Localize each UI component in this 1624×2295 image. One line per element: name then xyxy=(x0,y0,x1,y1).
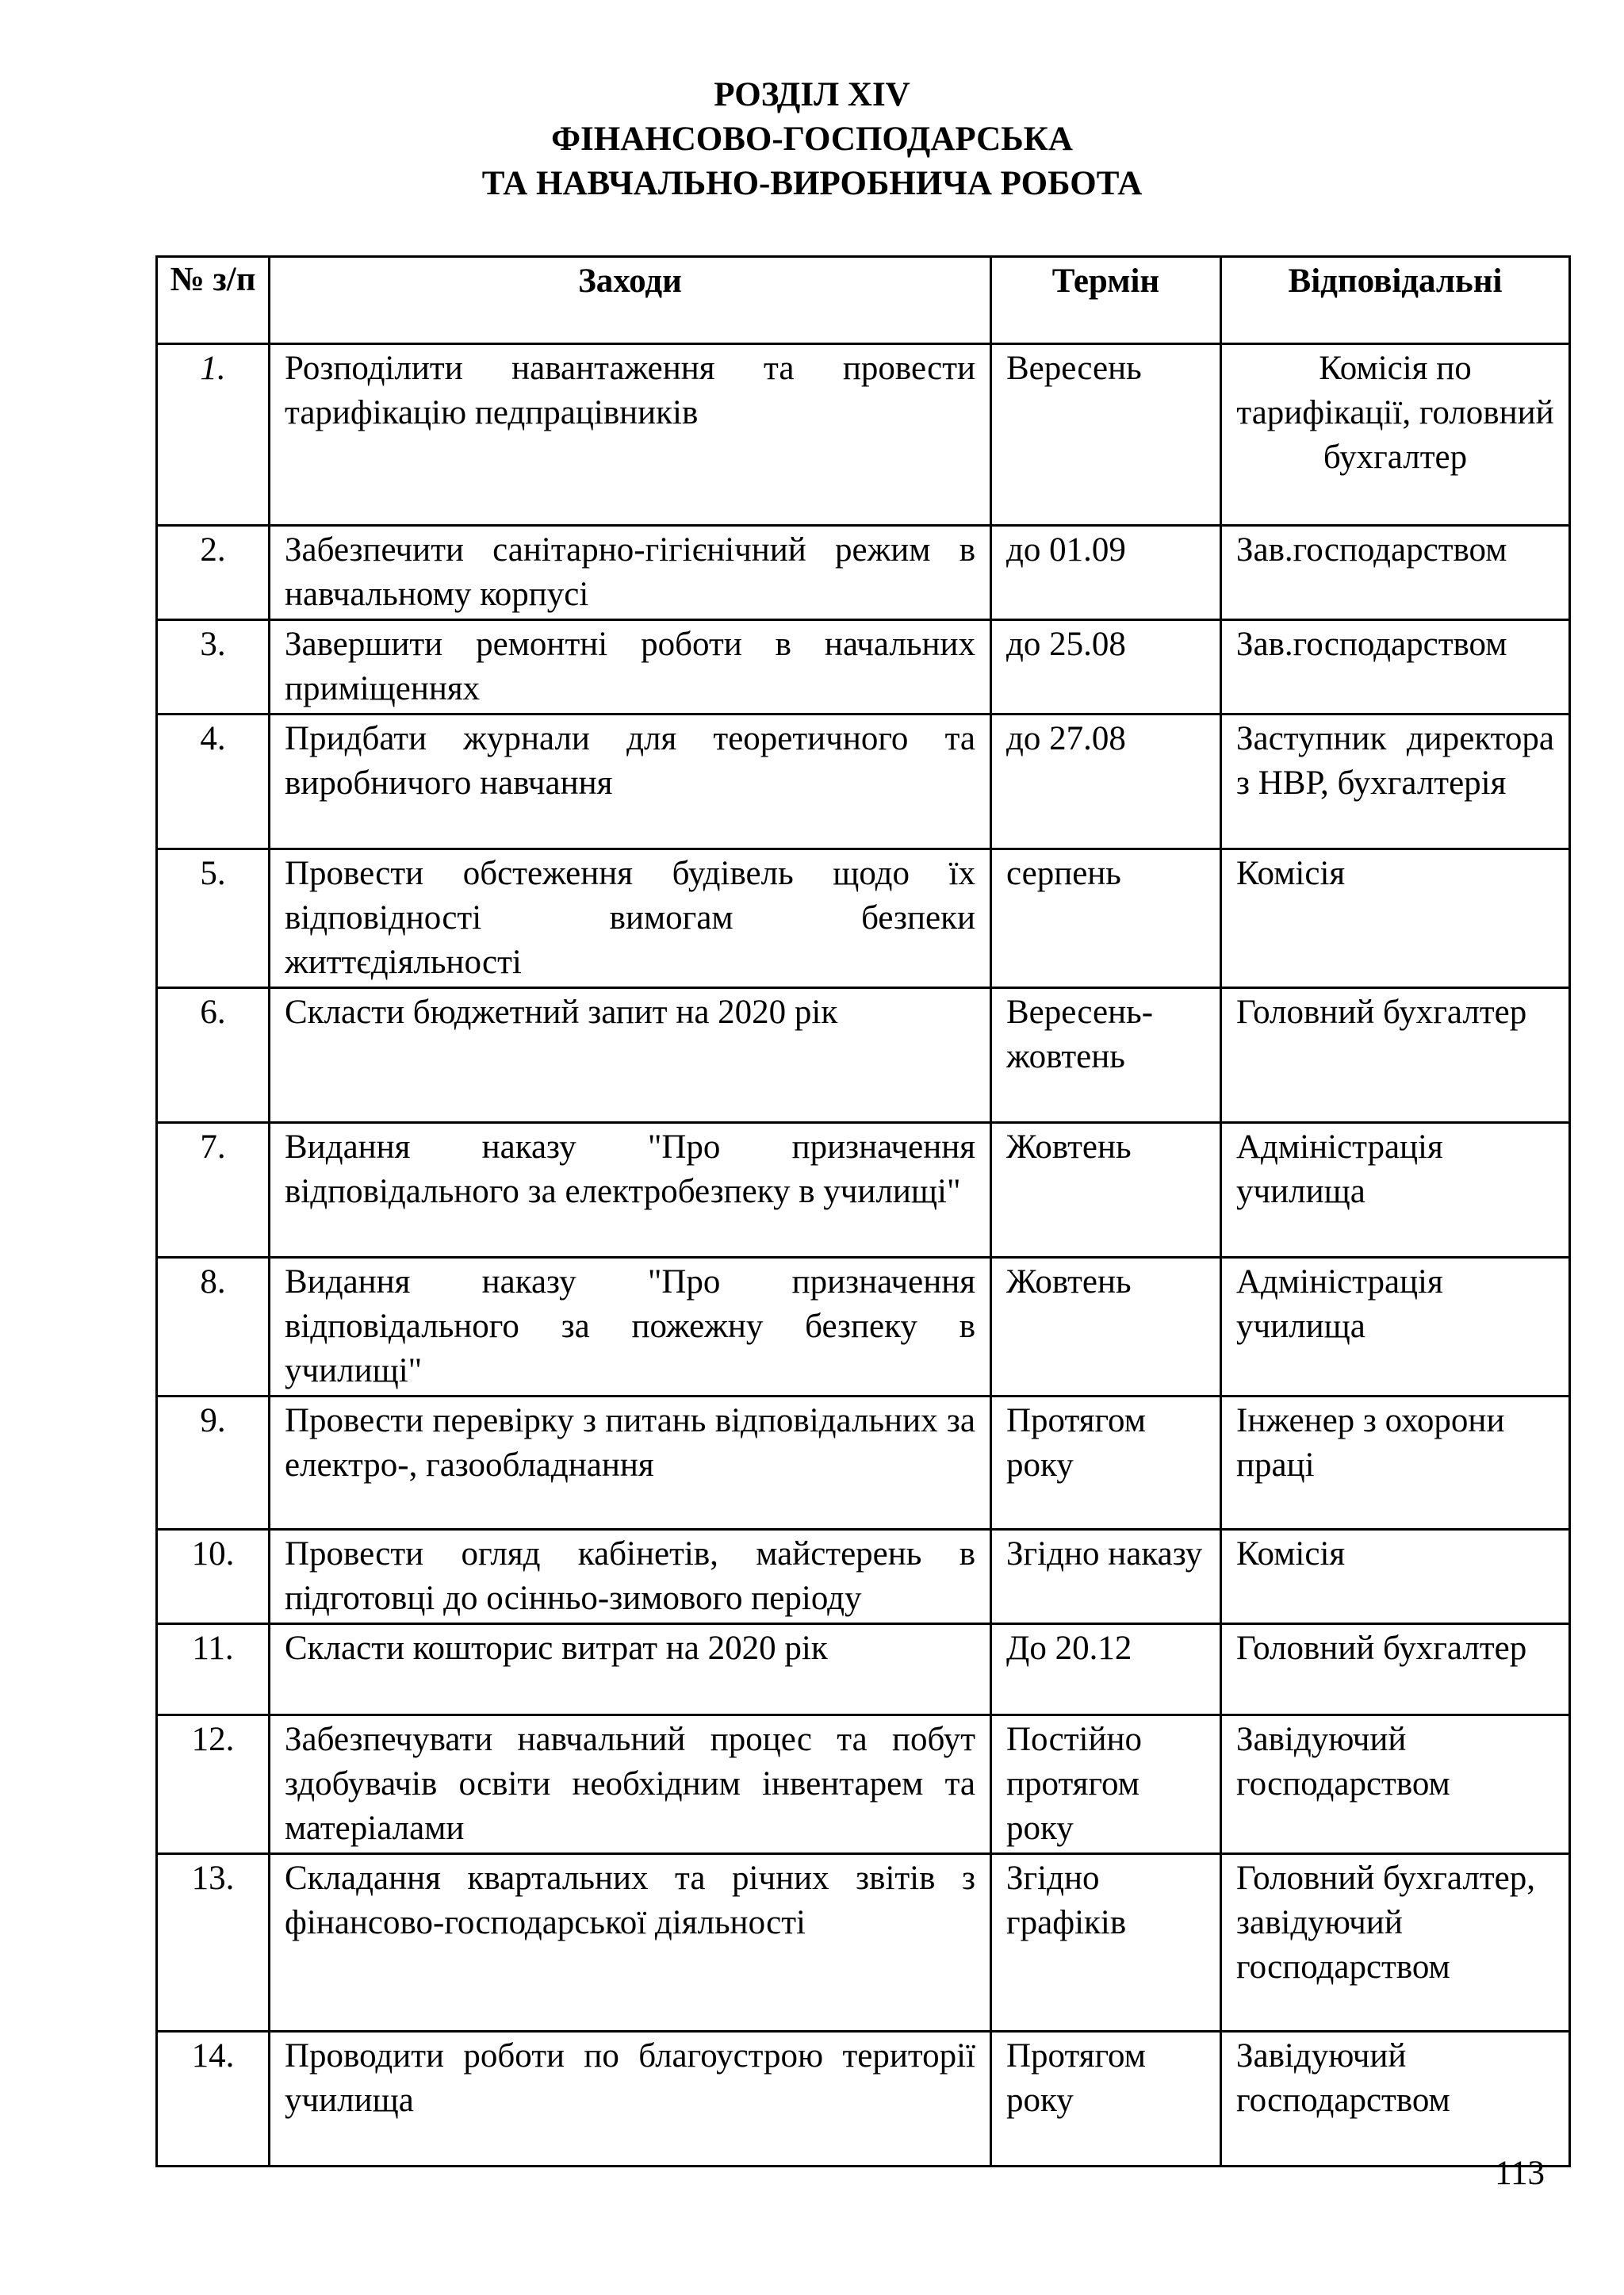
header-responsible: Відповідальні xyxy=(1221,257,1570,344)
row-term: Жовтень xyxy=(991,1123,1221,1258)
row-term: Протягом року xyxy=(991,2032,1221,2167)
table-row xyxy=(157,715,1570,849)
row-responsible: Завідуючий господарством xyxy=(1221,2032,1570,2167)
table-row xyxy=(157,1854,1570,2032)
table-row xyxy=(157,1123,1570,1258)
row-task: Провести огляд кабінетів, майстерень в підготовці до осінньо-зимового періоду xyxy=(270,1530,991,1624)
table-row xyxy=(157,849,1570,988)
row-number: 1. xyxy=(157,344,270,526)
row-number: 14. xyxy=(157,2032,270,2167)
row-task: Розподілити навантаження та провести тарифікацію педпрацівників xyxy=(270,344,991,526)
row-term: До 20.12 xyxy=(991,1624,1221,1715)
row-task: Забезпечувати навчальний процес та побут здобувачів освіти необхідним інвентарем та матеріалами xyxy=(270,1715,991,1854)
row-term: Жовтень xyxy=(991,1258,1221,1397)
header-measures: Заходи xyxy=(270,257,991,344)
header-number: № з/п xyxy=(157,257,270,344)
row-term: до 01.09 xyxy=(991,526,1221,620)
row-number: 6. xyxy=(157,988,270,1123)
table-row xyxy=(157,526,1570,620)
row-task: Проводити роботи по благоустрою території училища xyxy=(270,2032,991,2167)
row-number: 11. xyxy=(157,1624,270,1715)
table-row xyxy=(157,344,1570,526)
row-responsible: Комісія xyxy=(1221,849,1570,988)
row-responsible: Головний бухгалтер xyxy=(1221,1624,1570,1715)
activities-table xyxy=(155,255,1571,2167)
row-number: 12. xyxy=(157,1715,270,1854)
row-term: Постійно протягом року xyxy=(991,1715,1221,1854)
section-heading xyxy=(0,73,1624,206)
row-number: 3. xyxy=(157,620,270,715)
row-task: Видання наказу "Про призначення відповідального за електробезпеку в училищі" xyxy=(270,1123,991,1258)
row-term: Протягом року xyxy=(991,1397,1221,1530)
row-responsible: Зав.господарством xyxy=(1221,526,1570,620)
row-responsible: Завідуючий господарством xyxy=(1221,1715,1570,1854)
row-task: Придбати журнали для теоретичного та виробничого навчання xyxy=(270,715,991,849)
row-number: 7. xyxy=(157,1123,270,1258)
row-task: Складання квартальних та річних звітів з фінансово-господарської діяльності xyxy=(270,1854,991,2032)
table-header-row xyxy=(157,257,1570,344)
table-row xyxy=(157,988,1570,1123)
row-responsible: Комісія по тарифікації, головний бухгалтер xyxy=(1221,344,1570,526)
row-term: Вересень-жовтень xyxy=(991,988,1221,1123)
row-number: 10. xyxy=(157,1530,270,1624)
row-number: 4. xyxy=(157,715,270,849)
table-row xyxy=(157,1715,1570,1854)
row-task: Скласти бюджетний запит на 2020 рік xyxy=(270,988,991,1123)
table-row xyxy=(157,2032,1570,2167)
row-task: Провести перевірку з питань відповідальних за електро-, газообладнання xyxy=(270,1397,991,1530)
header-term: Термін xyxy=(991,257,1221,344)
row-responsible: Адміністрація училища xyxy=(1221,1123,1570,1258)
row-task: Забезпечити санітарно-гігієнічний режим в навчальному корпусі xyxy=(270,526,991,620)
row-term: Вересень xyxy=(991,344,1221,526)
row-number: 13. xyxy=(157,1854,270,2032)
row-task: Завершити ремонтні роботи в начальних приміщеннях xyxy=(270,620,991,715)
section-title: РОЗДІЛ XIV xyxy=(714,76,910,113)
row-responsible: Комісія xyxy=(1221,1530,1570,1624)
row-task: Провести обстеження будівель щодо їх відповідності вимогам безпеки життєдіяльності xyxy=(270,849,991,988)
row-responsible: Адміністрація училища xyxy=(1221,1258,1570,1397)
row-term: серпень xyxy=(991,849,1221,988)
row-term: до 25.08 xyxy=(991,620,1221,715)
row-number: 9. xyxy=(157,1397,270,1530)
row-responsible: Зав.господарством xyxy=(1221,620,1570,715)
table-row xyxy=(157,1258,1570,1397)
row-responsible: Інженер з охорони праці xyxy=(1221,1397,1570,1530)
section-subtitle-1: ФІНАНСОВО-ГОСПОДАРСЬКА xyxy=(551,121,1073,158)
page-number: 113 xyxy=(1495,2155,1545,2192)
row-responsible: Головний бухгалтер, завідуючий господарством xyxy=(1221,1854,1570,2032)
row-term: Згідно графіків xyxy=(991,1854,1221,2032)
table-row xyxy=(157,620,1570,715)
row-number: 2. xyxy=(157,526,270,620)
row-responsible: Головний бухгалтер xyxy=(1221,988,1570,1123)
section-subtitle-2: ТА НАВЧАЛЬНО-ВИРОБНИЧА РОБОТА xyxy=(481,165,1143,202)
table-row xyxy=(157,1530,1570,1624)
row-number: 8. xyxy=(157,1258,270,1397)
row-task: Видання наказу "Про призначення відповідального за пожежну безпеку в училищі" xyxy=(270,1258,991,1397)
table-row xyxy=(157,1397,1570,1530)
row-number: 5. xyxy=(157,849,270,988)
row-term: Згідно наказу xyxy=(991,1530,1221,1624)
table-row xyxy=(157,1624,1570,1715)
row-responsible: Заступник директора з НВР, бухгалтерія xyxy=(1221,715,1570,849)
row-task: Скласти кошторис витрат на 2020 рік xyxy=(270,1624,991,1715)
row-term: до 27.08 xyxy=(991,715,1221,849)
